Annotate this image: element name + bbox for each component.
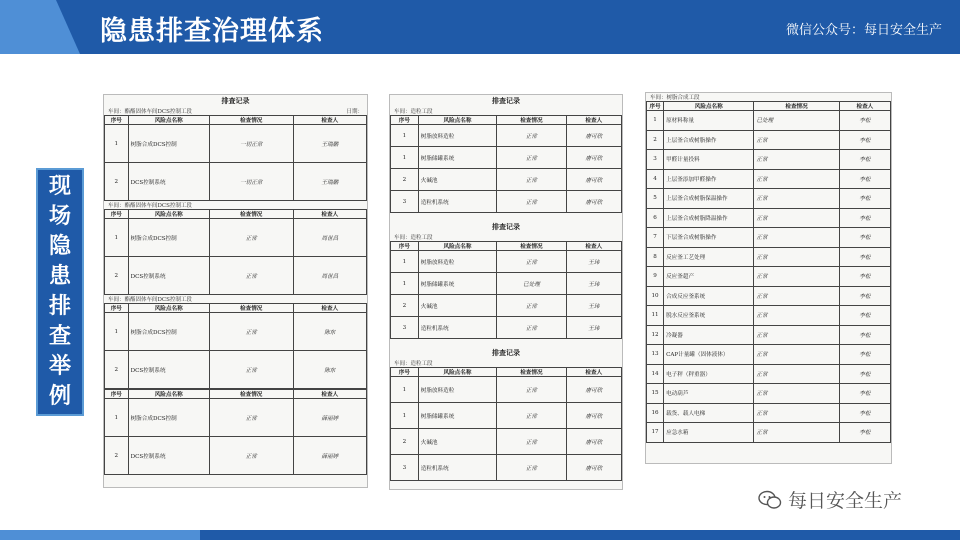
row-number: 3: [391, 455, 419, 481]
inspector-name: 唐可欣: [566, 147, 621, 169]
page-title: 隐患排查治理体系: [100, 16, 324, 47]
row-number: 2: [647, 130, 664, 150]
risk-point-name: 造粒机系统: [418, 191, 497, 213]
table-row: [105, 399, 367, 437]
row-number: 1: [105, 313, 129, 351]
inspector-name: 王玮: [566, 317, 621, 339]
inspector-name: 李松: [839, 384, 890, 404]
table-row: [391, 455, 622, 481]
risk-point-name: 火碱池: [418, 295, 497, 317]
inspection-status: 正常: [754, 345, 839, 365]
risk-point-name: 火碱池: [418, 429, 497, 455]
inspection-status: 正常: [754, 384, 839, 404]
table-row: [105, 313, 367, 351]
column-header: 检查人: [566, 242, 621, 251]
risk-point-name: 电动葫芦: [664, 384, 754, 404]
column-header: 风险点名称: [128, 304, 209, 313]
column-header: 序号: [391, 368, 419, 377]
table-row: [105, 437, 367, 475]
inspection-table: [104, 115, 367, 201]
side-char: 隐: [48, 234, 71, 259]
wechat-icon: [758, 490, 782, 510]
inspection-status: 正常: [209, 399, 293, 437]
row-number: 1: [105, 399, 129, 437]
inspector-name: 唐可欣: [566, 455, 621, 481]
risk-point-name: 合成反应釜系统: [664, 286, 754, 306]
inspection-status: 正常: [497, 125, 566, 147]
table-row: [391, 147, 622, 169]
section-title: 排查记录: [492, 348, 520, 357]
table-row: [391, 377, 622, 403]
inspector-name: 周世昌: [293, 219, 366, 257]
table-row: [391, 403, 622, 429]
inspection-sheet-dcs: [103, 94, 368, 488]
table-header-row: [105, 116, 367, 125]
side-char: 排: [48, 294, 71, 319]
inspection-status: 正常: [754, 169, 839, 189]
inspection-status: 一切正常: [209, 125, 293, 163]
inspector-name: 薛丽婷: [293, 437, 366, 475]
risk-point-name: 上层釜添加甲醛操作: [664, 169, 754, 189]
inspection-status: 正常: [209, 219, 293, 257]
section-meta-left: 车间：造粒工段: [394, 109, 433, 115]
watermark-text: 每日安全生产: [788, 490, 903, 512]
row-number: 1: [391, 147, 419, 169]
table-header-row: [391, 242, 622, 251]
inspection-status: 正常: [754, 247, 839, 267]
inspector-name: 唐可欣: [566, 403, 621, 429]
inspector-name: 周世昌: [293, 257, 366, 295]
column-header: 检查人: [293, 390, 366, 399]
inspection-status: 正常: [754, 228, 839, 248]
table-row: [647, 228, 891, 248]
table-row: [105, 163, 367, 201]
risk-point-name: 载货、载人电梯: [664, 403, 754, 423]
risk-point-name: 上层釜合成树脂降温操作: [664, 208, 754, 228]
row-number: 15: [647, 384, 664, 404]
side-char: 例: [48, 384, 71, 409]
inspection-status: 正常: [497, 377, 566, 403]
risk-point-name: 冷凝器: [664, 325, 754, 345]
inspector-name: 王玮: [566, 273, 621, 295]
column-header: 检查情况: [209, 210, 293, 219]
risk-point-name: 树脂储罐系统: [418, 403, 497, 429]
row-number: 16: [647, 403, 664, 423]
inspector-name: 李松: [839, 286, 890, 306]
section-gap: [390, 213, 622, 221]
risk-point-name: DCS控制系统: [128, 163, 209, 201]
section-gap: [390, 339, 622, 347]
inspector-name: 李松: [839, 169, 890, 189]
inspection-table: [104, 209, 367, 295]
risk-point-name: 上层釜合成树脂操作: [664, 130, 754, 150]
risk-point-name: 下层釜合成树脂操作: [664, 228, 754, 248]
table-row: [647, 247, 891, 267]
table-row: [647, 189, 891, 209]
section-meta-left: 车间：造粒工段: [394, 361, 433, 367]
row-number: 1: [105, 219, 129, 257]
column-header: 序号: [105, 304, 129, 313]
risk-point-name: 造粒机系统: [418, 455, 497, 481]
inspection-status: 正常: [497, 251, 566, 273]
column-header: 序号: [105, 390, 129, 399]
column-header: 风险点名称: [128, 116, 209, 125]
table-row: [105, 257, 367, 295]
inspection-status: 正常: [754, 267, 839, 287]
inspection-status: 正常: [754, 423, 839, 443]
risk-point-name: 树脂放料造粒: [418, 377, 497, 403]
table-row: [391, 429, 622, 455]
risk-point-name: 应急水箱: [664, 423, 754, 443]
sheet-meta-left: 车间：树脂合成工段: [650, 95, 700, 101]
inspection-status: 正常: [754, 150, 839, 170]
column-header: 检查人: [839, 102, 890, 111]
inspector-name: 李松: [839, 228, 890, 248]
table-row: [391, 125, 622, 147]
section-gap: [390, 481, 622, 489]
footer-accent: [0, 530, 200, 540]
inspector-name: 唐可欣: [566, 429, 621, 455]
column-header: 检查情况: [209, 390, 293, 399]
column-header: 检查情况: [497, 242, 566, 251]
inspection-status: 正常: [754, 364, 839, 384]
row-number: 1: [391, 377, 419, 403]
inspection-status: 正常: [754, 306, 839, 326]
inspector-name: 李松: [839, 130, 890, 150]
section-title: 排查记录: [492, 222, 520, 231]
section-meta: [104, 201, 367, 209]
column-header: 风险点名称: [128, 390, 209, 399]
inspection-status: 正常: [497, 455, 566, 481]
inspector-name: 李松: [839, 345, 890, 365]
side-char: 查: [48, 324, 71, 349]
table-header-row: [105, 390, 367, 399]
inspection-status: 正常: [209, 351, 293, 389]
row-number: 3: [391, 317, 419, 339]
table-header-row: [647, 102, 891, 111]
row-number: 1: [647, 111, 664, 131]
table-row: [105, 219, 367, 257]
risk-point-name: 树脂储罐系统: [418, 147, 497, 169]
table-row: [391, 191, 622, 213]
column-header: 序号: [105, 210, 129, 219]
row-number: 12: [647, 325, 664, 345]
column-header: 序号: [647, 102, 664, 111]
table-header-row: [391, 116, 622, 125]
column-header: 风险点名称: [418, 242, 497, 251]
sheet-title: 排查记录: [221, 96, 250, 105]
inspector-name: 王玮: [566, 295, 621, 317]
risk-point-name: 上层釜合成树脂保温操作: [664, 189, 754, 209]
table-row: [647, 423, 891, 443]
inspection-status: 正常: [497, 429, 566, 455]
table-row: [647, 364, 891, 384]
inspector-name: 唐可欣: [566, 125, 621, 147]
table-row: [105, 125, 367, 163]
inspection-table: [390, 241, 622, 339]
header-accent: [0, 0, 80, 54]
table-row: [647, 150, 891, 170]
table-row: [647, 111, 891, 131]
table-row: [647, 208, 891, 228]
inspector-name: 李松: [839, 364, 890, 384]
inspection-status: 正常: [497, 169, 566, 191]
section-meta: [390, 233, 622, 241]
column-header: 检查情况: [209, 116, 293, 125]
row-number: 6: [647, 208, 664, 228]
row-number: 13: [647, 345, 664, 365]
row-number: 4: [647, 169, 664, 189]
row-number: 2: [105, 257, 129, 295]
inspector-name: 陈东: [293, 351, 366, 389]
row-number: 9: [647, 267, 664, 287]
column-header: 检查情况: [497, 368, 566, 377]
table-row: [647, 286, 891, 306]
section-meta-left: 车间：酯酯固体车间DCS控制工段: [108, 203, 192, 209]
inspector-name: 李松: [839, 111, 890, 131]
risk-point-name: 电子秤（秤重器）: [664, 364, 754, 384]
side-char: 现: [48, 174, 71, 199]
column-header: 序号: [391, 116, 419, 125]
risk-point-name: 甲醛计量投料: [664, 150, 754, 170]
inspection-status: 正常: [754, 325, 839, 345]
inspector-name: 李松: [839, 403, 890, 423]
column-header: 检查人: [566, 368, 621, 377]
inspection-status: 正常: [209, 313, 293, 351]
risk-point-name: 树脂放料造粒: [418, 125, 497, 147]
column-header: 序号: [391, 242, 419, 251]
risk-point-name: 树脂合成DCS控制: [128, 125, 209, 163]
table-row: [391, 273, 622, 295]
risk-point-name: 反应釜工艺处理: [664, 247, 754, 267]
inspector-name: 李松: [839, 325, 890, 345]
table-header-row: [391, 368, 622, 377]
inspection-status: 正常: [209, 437, 293, 475]
row-number: 2: [391, 295, 419, 317]
inspection-sheet-granulation: [389, 94, 623, 490]
table-row: [391, 295, 622, 317]
column-header: 检查人: [293, 210, 366, 219]
inspection-status: 已处理: [754, 111, 839, 131]
row-number: 1: [391, 403, 419, 429]
inspection-status: 正常: [497, 317, 566, 339]
column-header: 检查情况: [754, 102, 839, 111]
table-row: [647, 345, 891, 365]
table-row: [647, 267, 891, 287]
table-row: [647, 169, 891, 189]
inspection-sheet-resin: [645, 92, 892, 464]
column-header: 检查情况: [497, 116, 566, 125]
section-meta: [390, 359, 622, 367]
inspection-status: 正常: [497, 147, 566, 169]
table-row: [391, 169, 622, 191]
table-row: [647, 130, 891, 150]
inspector-name: 李松: [839, 423, 890, 443]
side-label: [36, 168, 84, 416]
inspector-name: 李松: [839, 247, 890, 267]
row-number: 5: [647, 189, 664, 209]
row-number: 2: [105, 163, 129, 201]
risk-point-name: DCS控制系统: [128, 257, 209, 295]
risk-point-name: 火碱池: [418, 169, 497, 191]
risk-point-name: DCS控制系统: [128, 437, 209, 475]
row-number: 2: [105, 351, 129, 389]
risk-point-name: 树脂合成DCS控制: [128, 313, 209, 351]
section-meta-left: 车间：酯酯固体车间DCS控制工段: [108, 297, 192, 303]
inspector-name: 唐可欣: [566, 377, 621, 403]
sheet-meta: [646, 93, 891, 101]
row-number: 14: [647, 364, 664, 384]
sheet-meta-right: 日期：: [346, 109, 363, 115]
section-meta: [390, 107, 622, 115]
column-header: 序号: [105, 116, 129, 125]
row-number: 2: [391, 429, 419, 455]
column-header: 检查情况: [209, 304, 293, 313]
table-row: [647, 306, 891, 326]
row-number: 1: [391, 125, 419, 147]
column-header: 检查人: [566, 116, 621, 125]
column-header: 检查人: [293, 304, 366, 313]
section-meta-left: 车间：造粒工段: [394, 235, 433, 241]
column-header: 检查人: [293, 116, 366, 125]
inspection-status: 正常: [754, 130, 839, 150]
column-header: 风险点名称: [418, 368, 497, 377]
column-header: 风险点名称: [664, 102, 754, 111]
inspection-status: 正常: [497, 295, 566, 317]
inspection-status: 正常: [754, 208, 839, 228]
row-number: 8: [647, 247, 664, 267]
side-char: 患: [48, 264, 71, 289]
risk-point-name: 原材料称量: [664, 111, 754, 131]
column-header: 风险点名称: [128, 210, 209, 219]
table-row: [105, 351, 367, 389]
inspection-status: 正常: [754, 286, 839, 306]
inspector-name: 唐可欣: [566, 191, 621, 213]
row-number: 3: [391, 191, 419, 213]
inspector-name: 李松: [839, 208, 890, 228]
inspector-name: 李松: [839, 150, 890, 170]
inspector-name: 李松: [839, 267, 890, 287]
inspector-name: 王玮: [566, 251, 621, 273]
row-number: 10: [647, 286, 664, 306]
table-header-row: [105, 210, 367, 219]
table-header-row: [105, 304, 367, 313]
row-number: 1: [105, 125, 129, 163]
row-number: 17: [647, 423, 664, 443]
inspection-status: 一切正常: [209, 163, 293, 201]
side-char: 场: [48, 204, 71, 229]
inspector-name: 薛丽婷: [293, 399, 366, 437]
inspection-table: [104, 389, 367, 475]
header-bar: [0, 0, 960, 54]
inspection-status: 正常: [497, 191, 566, 213]
risk-point-name: 脱水反应釜系统: [664, 306, 754, 326]
risk-point-name: 树脂合成DCS控制: [128, 219, 209, 257]
row-number: 2: [391, 169, 419, 191]
side-char: 举: [48, 354, 71, 379]
risk-point-name: CAP计量罐（固体液体）: [664, 345, 754, 365]
inspection-status: 正常: [754, 189, 839, 209]
table-row: [391, 251, 622, 273]
risk-point-name: 反应釜超产: [664, 267, 754, 287]
inspector-name: 王瑞鹏: [293, 125, 366, 163]
inspector-name: 唐可欣: [566, 169, 621, 191]
inspection-status: 正常: [497, 403, 566, 429]
inspection-status: 已处理: [497, 273, 566, 295]
table-row: [391, 317, 622, 339]
inspector-name: 陈东: [293, 313, 366, 351]
row-number: 1: [391, 251, 419, 273]
risk-point-name: 树脂储罐系统: [418, 273, 497, 295]
risk-point-name: 树脂放料造粒: [418, 251, 497, 273]
inspection-table: [646, 101, 891, 443]
wechat-account: 微信公众号：每日安全生产: [785, 23, 942, 38]
row-number: 2: [105, 437, 129, 475]
inspection-table: [104, 303, 367, 389]
risk-point-name: DCS控制系统: [128, 351, 209, 389]
row-number: 3: [647, 150, 664, 170]
inspection-status: 正常: [754, 403, 839, 423]
section-meta: [104, 295, 367, 303]
inspection-table: [390, 367, 622, 481]
inspector-name: 李松: [839, 189, 890, 209]
risk-point-name: 造粒机系统: [418, 317, 497, 339]
row-number: 11: [647, 306, 664, 326]
table-row: [647, 403, 891, 423]
inspection-table: [390, 115, 622, 213]
risk-point-name: 树脂合成DCS控制: [128, 399, 209, 437]
row-number: 7: [647, 228, 664, 248]
inspector-name: 王瑞鹏: [293, 163, 366, 201]
table-row: [647, 325, 891, 345]
table-row: [647, 384, 891, 404]
section-title: 排查记录: [492, 96, 520, 105]
watermark: [758, 486, 902, 513]
inspection-status: 正常: [209, 257, 293, 295]
inspector-name: 李松: [839, 306, 890, 326]
column-header: 风险点名称: [418, 116, 497, 125]
row-number: 1: [391, 273, 419, 295]
sheet-meta-left: 车间：酯酯固体车间DCS控制工段: [108, 109, 192, 115]
sheet-meta: [104, 107, 367, 115]
